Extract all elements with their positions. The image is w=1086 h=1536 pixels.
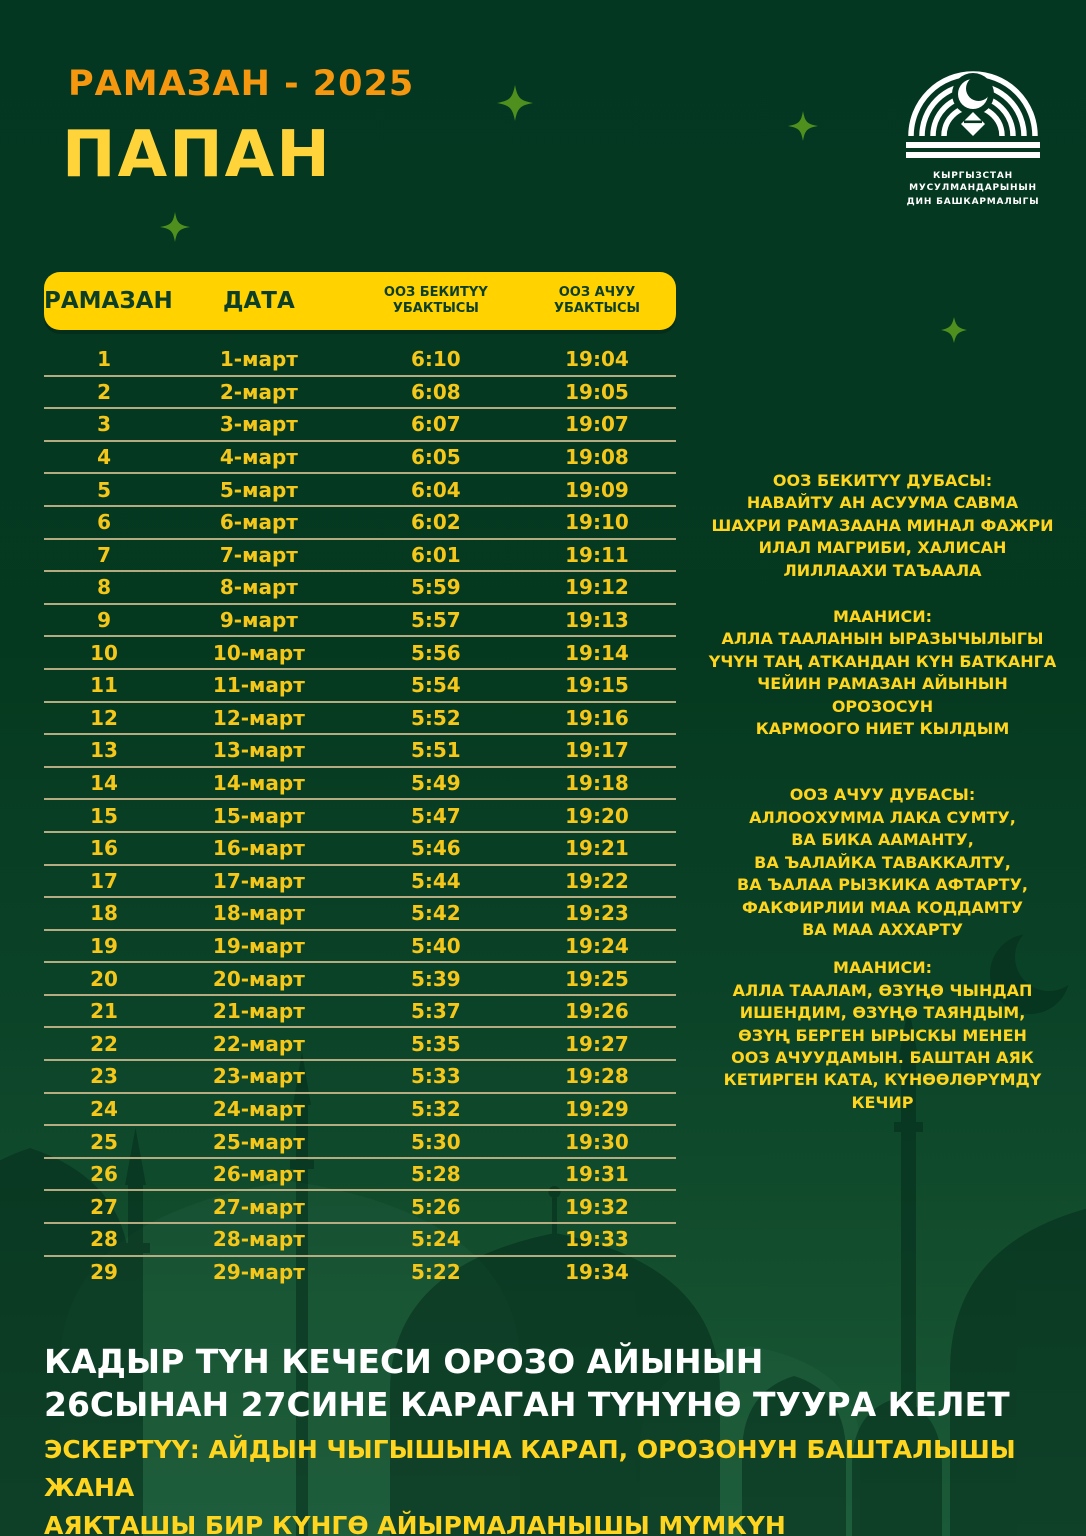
cell-day-number: 23: [90, 1064, 118, 1089]
cell-fast-end-time: 19:12: [565, 575, 629, 600]
cell-date: 19-март: [212, 933, 305, 958]
cell-fast-start-time: 5:56: [410, 640, 461, 665]
disclaimer-line: ЭСКЕРТҮҮ: АЙДЫН ЧЫГЫШЫНА КАРАП, ОРОЗОНУН БАШТАЛЫШЫ ЖАНА: [44, 1435, 1016, 1502]
cell-date: 14-март: [212, 771, 305, 796]
ramadan-timetable: [44, 272, 676, 1287]
cell-fast-end-time: 19:05: [565, 379, 629, 404]
fast-end-line2: УБАКТЫСЫ: [554, 301, 640, 316]
table-row: [44, 1159, 676, 1192]
cell-fast-start-time: 6:10: [410, 347, 461, 372]
footer: [44, 1340, 1054, 1536]
moon-sighting-disclaimer: [44, 1431, 1054, 1536]
mosque-arches-crescent-icon: [893, 68, 1053, 168]
cell-date: 18-март: [212, 901, 305, 926]
cell-day-number: 7: [97, 542, 111, 567]
dua-line: ВА БИКА ААМАНТУ,: [791, 830, 974, 850]
cell-day-number: 10: [90, 640, 118, 665]
cell-date: 24-март: [212, 1096, 305, 1121]
cell-fast-end-time: 19:13: [565, 608, 629, 633]
cell-fast-start-time: 5:46: [410, 836, 461, 861]
cell-fast-end-time: 19:14: [565, 640, 629, 665]
table-row: [44, 1224, 676, 1257]
table-row: [44, 963, 676, 996]
cell-day-number: 12: [90, 705, 118, 730]
cell-date: 8-март: [219, 575, 298, 600]
cell-day-number: 28: [90, 1227, 118, 1252]
cell-fast-start-time: 5:51: [410, 738, 461, 763]
dua-line: КЕЧИР: [851, 1092, 914, 1112]
dua-fast-end-meaning: [705, 957, 1060, 1114]
table-row: [44, 1061, 676, 1094]
cell-date: 13-март: [212, 738, 305, 763]
cell-fast-start-time: 5:40: [410, 933, 461, 958]
table-row: [44, 377, 676, 410]
table-row: [44, 540, 676, 573]
dua-line: АЛЛООХУММА ЛАКА СУМТУ,: [749, 807, 1016, 827]
cell-fast-start-time: 5:57: [410, 608, 461, 633]
table-header: [44, 272, 676, 330]
cell-fast-end-time: 19:29: [565, 1096, 629, 1121]
cell-day-number: 20: [90, 966, 118, 991]
cell-day-number: 25: [90, 1129, 118, 1154]
cell-day-number: 11: [90, 673, 118, 698]
table-row: [44, 833, 676, 866]
cell-fast-start-time: 5:26: [410, 1194, 461, 1219]
table-row: [44, 605, 676, 638]
dua-line: ЛИЛЛААХИ ТАЪААЛА: [783, 560, 982, 580]
cell-day-number: 5: [97, 477, 111, 502]
cell-date: 29-март: [212, 1259, 305, 1284]
cell-fast-start-time: 5:42: [410, 901, 461, 926]
qadr-night-note: [44, 1340, 1054, 1426]
dua-fast-start-meaning: [705, 606, 1060, 740]
cell-fast-end-time: 19:20: [565, 803, 629, 828]
disclaimer-line: АЯКТАШЫ БИР КҮНГӨ АЙЫРМАЛАНЫШЫ МҮМКҮН: [44, 1511, 786, 1536]
cell-date: 4-март: [219, 445, 298, 470]
table-row: [44, 1094, 676, 1127]
cell-day-number: 21: [90, 999, 118, 1024]
table-row: [44, 703, 676, 736]
cell-fast-start-time: 6:01: [410, 542, 461, 567]
cell-date: 22-март: [212, 1031, 305, 1056]
cell-day-number: 13: [90, 738, 118, 763]
cell-fast-start-time: 6:04: [410, 477, 461, 502]
table-row: [44, 800, 676, 833]
cell-day-number: 16: [90, 836, 118, 861]
table-row: [44, 898, 676, 931]
cell-fast-start-time: 5:37: [410, 999, 461, 1024]
cell-day-number: 26: [90, 1162, 118, 1187]
table-row: [44, 768, 676, 801]
table-row: [44, 637, 676, 670]
cell-date: 28-март: [212, 1227, 305, 1252]
dua-line: ВА ЪАЛАА РЫЗКИКА АФТАРТУ,: [737, 875, 1028, 895]
dua-line: НАВАЙТУ АН АСУУМА САВМА: [746, 493, 1019, 513]
column-header-fast-end: [518, 285, 676, 317]
cell-fast-start-time: 5:24: [410, 1227, 461, 1252]
cell-day-number: 22: [90, 1031, 118, 1056]
dua-line: АЛЛА ТААЛАМ, ӨЗҮҢӨ ЧЫНДАП: [732, 980, 1033, 1000]
cell-fast-end-time: 19:26: [565, 999, 629, 1024]
location-title: ПАПАН: [62, 118, 332, 192]
cell-date: 3-март: [219, 412, 298, 437]
cell-date: 1-март: [219, 347, 298, 372]
dua-fast-start: [705, 470, 1060, 582]
cell-fast-start-time: 5:28: [410, 1162, 461, 1187]
cell-fast-start-time: 6:05: [410, 445, 461, 470]
table-row: [44, 344, 676, 377]
cell-date: 15-март: [212, 803, 305, 828]
cell-fast-end-time: 19:34: [565, 1259, 629, 1284]
muftiate-logo: [878, 68, 1068, 208]
cell-fast-end-time: 19:28: [565, 1064, 629, 1089]
dua-column: [705, 470, 1060, 1114]
table-row: [44, 1126, 676, 1159]
cell-fast-end-time: 19:11: [565, 542, 629, 567]
dua-line: ЧЕЙИН РАМАЗАН АЙЫНЫН ОРОЗОСУН: [757, 674, 1008, 716]
logo-org-name-line1: КЫРГЫЗСТАН МУСУЛМАНДАРЫНЫН: [909, 171, 1037, 193]
cell-date: 17-март: [212, 868, 305, 893]
cell-day-number: 24: [90, 1096, 118, 1121]
cell-fast-start-time: 5:35: [410, 1031, 461, 1056]
dua-line: ООЗ АЧУУДАМЫН. БАШТАН АЯК: [731, 1047, 1034, 1067]
cell-day-number: 15: [90, 803, 118, 828]
cell-day-number: 17: [90, 868, 118, 893]
table-row: [44, 1257, 676, 1288]
cell-fast-end-time: 19:15: [565, 673, 629, 698]
dua-line: ӨЗҮҢ БЕРГЕН ЫРЫСКЫ МЕНЕН: [738, 1025, 1027, 1045]
fast-end-line1: ООЗ АЧУУ: [558, 285, 636, 300]
dua-line: КЕТИРГЕН КАТА, КҮНӨӨЛӨРҮМДҮ: [723, 1070, 1042, 1090]
qadr-night-line: 26СЫНАН 27СИНЕ КАРАГАН ТҮНҮНӨ ТУУРА КЕЛЕТ: [44, 1385, 1010, 1424]
dua-line: ШАХРИ РАМАЗААНА МИНАЛ ФАЖРИ: [711, 515, 1054, 535]
table-row: [44, 572, 676, 605]
cell-fast-start-time: 5:44: [410, 868, 461, 893]
cell-date: 27-март: [212, 1194, 305, 1219]
cell-fast-start-time: 5:33: [410, 1064, 461, 1089]
cell-date: 10-март: [212, 640, 305, 665]
cell-day-number: 4: [97, 445, 111, 470]
cell-date: 12-март: [212, 705, 305, 730]
dua-title: ООЗ АЧУУ ДУБАСЫ:: [789, 785, 976, 805]
table-row: [44, 996, 676, 1029]
cell-fast-end-time: 19:23: [565, 901, 629, 926]
cell-fast-start-time: 5:39: [410, 966, 461, 991]
qadr-night-line: КАДЫР ТҮН КЕЧЕСИ ОРОЗО АЙЫНЫН: [44, 1342, 764, 1381]
ramadan-year-title: РАМАЗАН - 2025: [68, 64, 415, 104]
cell-fast-start-time: 5:22: [410, 1259, 461, 1284]
dua-line: АЛЛА ТААЛАНЫН ЫРАЗЫЧЫЛЫГЫ: [721, 629, 1044, 649]
dua-line: ФАКФИРЛИИ МАА КОДДАМТУ: [742, 897, 1023, 917]
table-row: [44, 931, 676, 964]
dua-line: КАРМООГО НИЕТ КЫЛДЫМ: [755, 719, 1010, 739]
table-row: [44, 474, 676, 507]
cell-fast-start-time: 5:54: [410, 673, 461, 698]
cell-date: 21-март: [212, 999, 305, 1024]
cell-day-number: 18: [90, 901, 118, 926]
cell-day-number: 27: [90, 1194, 118, 1219]
cell-fast-start-time: 6:08: [410, 379, 461, 404]
table-row: [44, 866, 676, 899]
cell-fast-end-time: 19:31: [565, 1162, 629, 1187]
cell-date: 7-март: [219, 542, 298, 567]
cell-fast-end-time: 19:33: [565, 1227, 629, 1252]
table-row: [44, 735, 676, 768]
column-header-fast-start: [354, 285, 518, 317]
dua-title: МААНИСИ:: [833, 607, 932, 627]
cell-fast-end-time: 19:21: [565, 836, 629, 861]
cell-date: 16-март: [212, 836, 305, 861]
cell-date: 25-март: [212, 1129, 305, 1154]
cell-day-number: 29: [90, 1259, 118, 1284]
cell-date: 11-март: [212, 673, 305, 698]
cell-fast-end-time: 19:22: [565, 868, 629, 893]
table-row: [44, 1028, 676, 1061]
table-row: [44, 442, 676, 475]
cell-day-number: 19: [90, 933, 118, 958]
dua-line: ВА ЪАЛАЙКА ТАВАККАЛТУ,: [754, 852, 1011, 872]
cell-date: 5-март: [219, 477, 298, 502]
cell-fast-end-time: 19:04: [565, 347, 629, 372]
table-body: [44, 344, 676, 1287]
cell-fast-start-time: 6:07: [410, 412, 461, 437]
cell-fast-start-time: 5:32: [410, 1096, 461, 1121]
cell-day-number: 14: [90, 771, 118, 796]
dua-line: ҮЧҮН ТАҢ АТКАНДАН КҮН БАТКАНГА: [708, 651, 1057, 671]
table-row: [44, 670, 676, 703]
cell-day-number: 3: [97, 412, 111, 437]
cell-day-number: 6: [97, 510, 111, 535]
cell-fast-end-time: 19:18: [565, 771, 629, 796]
cell-date: 26-март: [212, 1162, 305, 1187]
cell-fast-end-time: 19:24: [565, 933, 629, 958]
cell-fast-end-time: 19:09: [565, 477, 629, 502]
cell-fast-start-time: 5:47: [410, 803, 461, 828]
column-header-date: ДАТА: [222, 288, 295, 314]
cell-date: 20-март: [212, 966, 305, 991]
cell-fast-start-time: 5:49: [410, 771, 461, 796]
table-row: [44, 507, 676, 540]
logo-org-name-line2: ДИН БАШКАРМАЛЫГЫ: [906, 197, 1040, 207]
dua-line: ИЛАЛ МАГРИБИ, ХАЛИСАН: [758, 538, 1007, 558]
cell-fast-end-time: 19:08: [565, 445, 629, 470]
cell-day-number: 1: [97, 347, 111, 372]
dua-title: МААНИСИ:: [833, 958, 932, 978]
dua-line: ВА МАА АХХАРТУ: [802, 919, 963, 939]
cell-day-number: 9: [97, 608, 111, 633]
cell-fast-end-time: 19:25: [565, 966, 629, 991]
fast-start-line2: УБАКТЫСЫ: [392, 301, 479, 316]
cell-fast-end-time: 19:16: [565, 705, 629, 730]
cell-date: 2-март: [219, 379, 298, 404]
cell-fast-end-time: 19:10: [565, 510, 629, 535]
cell-date: 9-март: [219, 608, 298, 633]
cell-fast-start-time: 6:02: [410, 510, 461, 535]
dua-title: ООЗ БЕКИТҮҮ ДУБАСЫ:: [772, 471, 993, 490]
cell-fast-start-time: 5:30: [410, 1129, 461, 1154]
table-row: [44, 409, 676, 442]
cell-date: 23-март: [212, 1064, 305, 1089]
dua-line: ИШЕНДИМ, ӨЗҮҢӨ ТАЯНДЫМ,: [739, 1003, 1026, 1023]
cell-fast-end-time: 19:07: [565, 412, 629, 437]
cell-fast-end-time: 19:30: [565, 1129, 629, 1154]
cell-day-number: 2: [97, 379, 111, 404]
cell-fast-start-time: 5:59: [410, 575, 461, 600]
cell-fast-end-time: 19:17: [565, 738, 629, 763]
cell-date: 6-март: [219, 510, 298, 535]
cell-fast-start-time: 5:52: [410, 705, 461, 730]
table-row: [44, 1191, 676, 1224]
column-header-ramazan: РАМАЗАН: [44, 288, 173, 314]
cell-fast-end-time: 19:32: [565, 1194, 629, 1219]
fast-start-line1: ООЗ БЕКИТҮҮ: [383, 285, 488, 300]
cell-fast-end-time: 19:27: [565, 1031, 629, 1056]
cell-day-number: 8: [97, 575, 111, 600]
dua-fast-end: [705, 784, 1060, 941]
